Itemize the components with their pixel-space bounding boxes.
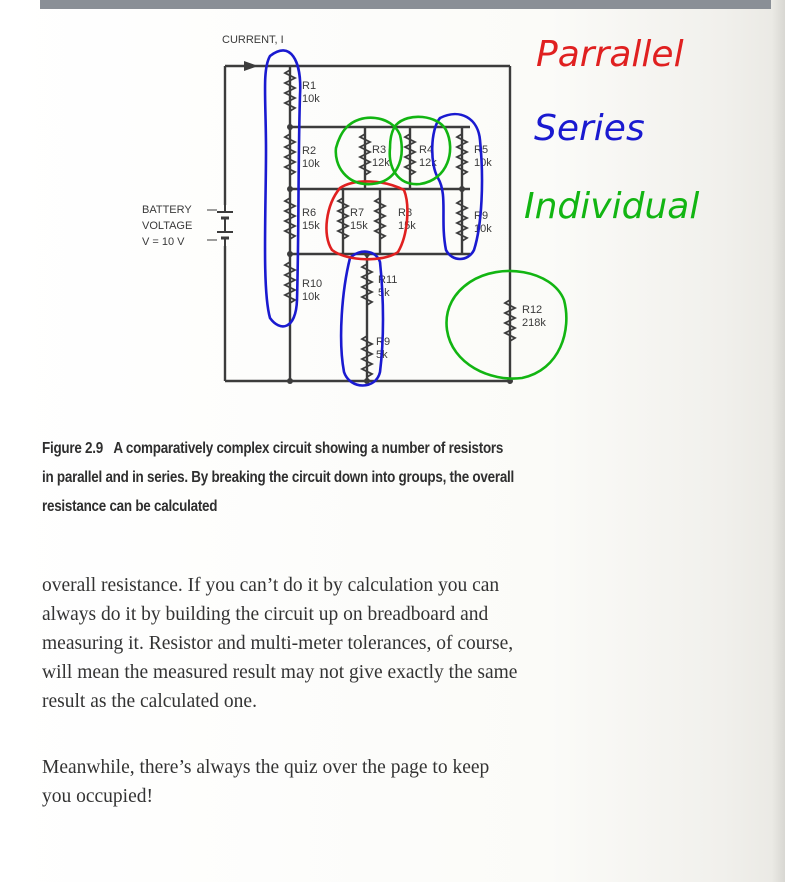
paragraph-2-line-2: you occupied! bbox=[42, 786, 154, 807]
body-paragraph-2 bbox=[42, 753, 622, 811]
caption-text-1: A comparatively complex circuit showing a number of resistors bbox=[113, 440, 504, 457]
resistor-r8-icon bbox=[375, 198, 385, 239]
r2-name: R2 bbox=[302, 145, 317, 157]
individual-loop-r12 bbox=[447, 271, 567, 379]
annotation-series-label: Series bbox=[534, 108, 645, 149]
r5-name: R5 bbox=[474, 144, 489, 156]
resistor-r9-icon bbox=[457, 200, 467, 241]
r9b-value: 5k bbox=[376, 349, 388, 361]
r4-value: 12k bbox=[419, 157, 437, 169]
r11-value: 5k bbox=[378, 287, 390, 299]
r6-name: R6 bbox=[302, 207, 317, 219]
r9-value: 10k bbox=[474, 223, 492, 235]
resistor-r7-icon bbox=[338, 198, 348, 239]
r6-value: 15k bbox=[302, 220, 320, 232]
current-arrow-icon bbox=[244, 61, 258, 71]
r12-name: R12 bbox=[522, 304, 543, 316]
r3-value: 12k bbox=[372, 157, 390, 169]
battery-label-line2: VOLTAGE bbox=[142, 220, 193, 232]
r4-name: R4 bbox=[419, 144, 434, 156]
r5-value: 10k bbox=[474, 157, 492, 169]
annotation-parallel-label: Parrallel bbox=[536, 34, 684, 75]
paragraph-1-line-3: measuring it. Resistor and multi-meter tolerances, of course, bbox=[42, 633, 514, 654]
r8-name: R8 bbox=[398, 207, 413, 219]
resistor-r1-icon bbox=[285, 70, 295, 111]
caption-line-3: resistance can be calculated bbox=[42, 498, 218, 515]
paragraph-1-line-1: overall resistance. If you can’t do it by calculation you can bbox=[42, 575, 500, 596]
figure-number: Figure 2.9 bbox=[42, 440, 103, 457]
r11-name: R11 bbox=[378, 274, 398, 286]
resistor-r10-icon bbox=[285, 262, 295, 303]
paragraph-1-line-5: result as the calculated one. bbox=[42, 691, 257, 712]
caption-line-2: in parallel and in series. By breaking the circuit down into groups, the overall bbox=[42, 469, 515, 486]
resistor-r9b-icon bbox=[362, 336, 372, 377]
resistor-r2-icon bbox=[285, 134, 295, 175]
current-label: CURRENT, I bbox=[222, 34, 284, 46]
battery-icon bbox=[207, 205, 233, 246]
series-loop-bottom bbox=[341, 252, 383, 386]
resistor-r6-icon bbox=[285, 198, 295, 239]
resistor-r11-icon bbox=[362, 264, 372, 305]
r10-name: R10 bbox=[302, 278, 323, 290]
battery-label-line1: BATTERY bbox=[142, 204, 192, 216]
r9-name: R9 bbox=[474, 210, 489, 222]
r8-value: 15k bbox=[398, 220, 416, 232]
figure-caption bbox=[42, 434, 515, 521]
r1-value: 10k bbox=[302, 93, 320, 105]
r1-name: R1 bbox=[302, 80, 317, 92]
series-loop-right bbox=[432, 114, 482, 259]
r7-name: R7 bbox=[350, 207, 365, 219]
r10-value: 10k bbox=[302, 291, 320, 303]
r9b-name: R9 bbox=[376, 336, 391, 348]
battery-label-line3: V = 10 V bbox=[142, 236, 185, 248]
paragraph-1-line-4: will mean the measured result may not give exactly the same bbox=[42, 662, 518, 683]
resistor-r12-icon bbox=[505, 300, 515, 341]
resistor-r4-icon bbox=[405, 134, 415, 175]
annotation-individual-label: Individual bbox=[524, 186, 700, 227]
r2-value: 10k bbox=[302, 158, 320, 170]
paragraph-2-line-1: Meanwhile, there’s always the quiz over the page to keep bbox=[42, 757, 490, 778]
r7-value: 15k bbox=[350, 220, 368, 232]
r3-name: R3 bbox=[372, 144, 387, 156]
resistor-r3-icon bbox=[360, 134, 370, 175]
caption-line-1 bbox=[42, 434, 512, 463]
resistor-r5-icon bbox=[457, 134, 467, 175]
r12-value: 218k bbox=[522, 317, 546, 329]
body-paragraph-1 bbox=[42, 571, 622, 716]
paragraph-1-line-2: always do it by building the circuit up on breadboard and bbox=[42, 604, 489, 625]
